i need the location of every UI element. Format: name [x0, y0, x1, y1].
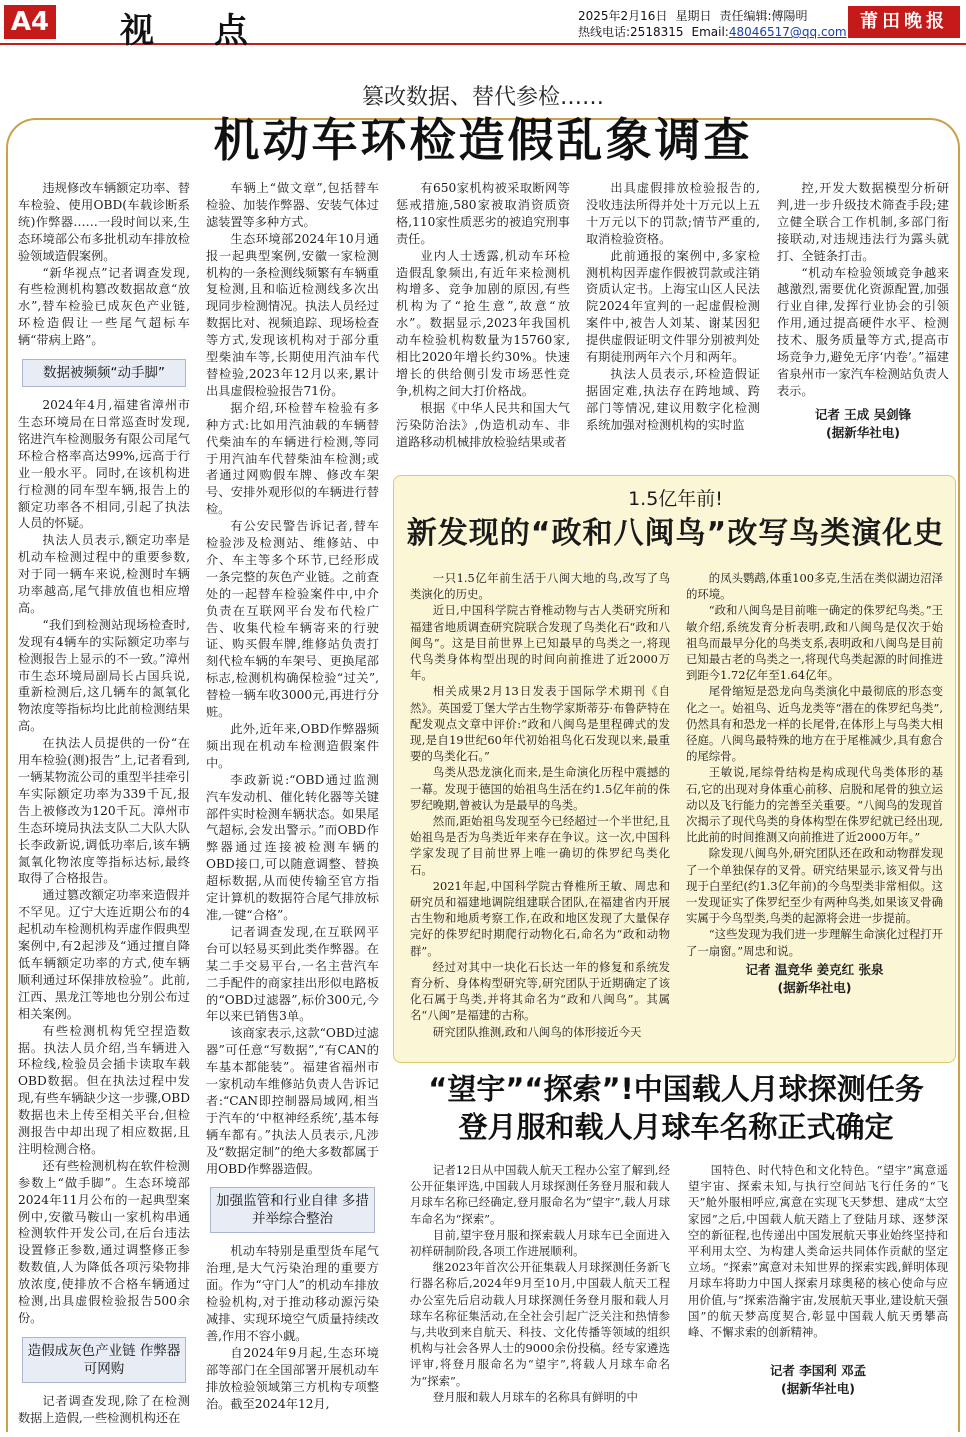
paragraph: 自2024年9月起,生态环境部等部门在全国部署开展机动车排放检验领域第三方机构专项整治。截至2024年12月, — [206, 1345, 379, 1411]
article1-column-2 — [206, 180, 379, 1413]
paragraph: 除发现八闽鸟外,研究团队还在政和动物群发现了一个单独保存的叉骨。研究结果显示,该叉骨与出现于白垩纪(约1.3亿年前)的今鸟型类非常相似。这一发现证实了侏罗纪至少有两种鸟类,如果该叉骨确实属于今鸟型类,鸟类的起源将会进一步提前。 — [686, 846, 943, 926]
paragraph: 机动车特别是重型货车尾气治理,是大气污染治理的重要方面。作为“守门人”的机动车排放检验机构,对于推动移动源污染减排、实现环境空气质量持续改善,作用不容小觑。 — [206, 1244, 379, 1343]
article3-title-line1: “望宇”“探索”!中国载人月球探测任务 — [428, 1072, 924, 1106]
article3-source: (据新华社电) — [781, 1381, 855, 1397]
email-label: Email: — [691, 25, 729, 39]
article2-column-2 — [686, 570, 943, 997]
article3-column-1 — [410, 1162, 670, 1405]
paragraph: 此前通报的案例中,多家检测机构因弄虚作假被罚款或注销资质认定书。上海宝山区人民法院2024年宣判的一起虚假检测案件中,被告人刘某、谢某因犯提供虚假证明文件罪分别被判处有期徒刑两年六个月和两年。 — [586, 248, 760, 365]
article3-title-line2: 登月服和载人月球车名称正式确定 — [458, 1110, 894, 1144]
subhead-regulation: 加强监管和行业自律 多措并举综合整治 — [210, 1187, 375, 1233]
paragraph: 有公安民警告诉记者,替车检验涉及检测站、维修站、中介、车主等多个环节,已经形成一条完整的灰色产业链。之前查处的一起替车检验案件中,中介负责在互联网平台发布代检广告、收集代检车辆寄来的行驶证、购买假车牌,维修站负责打刻代检车辆的车架号、更换尾部标志,检测机构确保检验“过关”,替检一辆车收3000元,再进行分赃。 — [206, 519, 379, 720]
bird-article-box — [393, 475, 956, 1063]
paragraph: 有650家机构被采取断网等惩戒措施,580家被取消资质资格,110家性质恶劣的被追究刑事责任。 — [396, 181, 570, 246]
paragraph-group — [688, 1162, 948, 1340]
subhead-data-tampering: 数据被频频“动手脚” — [22, 359, 186, 387]
paragraph: 执法人员表示,额定功率是机动车检测过程中的重要参数,对于同一辆车来说,检测时车辆功率越高,尾气排放值也相应增高。 — [18, 533, 190, 615]
paragraph: 记者12日从中国载人航天工程办公室了解到,经公开征集评选,中国载人月球探测任务登月服和载人月球车名称已经确定,登月服命名为“望宇”,载人月球车命名为“探索”。 — [410, 1163, 670, 1226]
paragraph: 近日,中国科学院古脊椎动物与古人类研究所和福建省地质调查研究院联合发现了鸟类化石“政和八闽鸟”。这是目前世界上已知最早的鸟类之一,将现代鸟类身体构型出现的时间向前推进了近2000万年。 — [410, 603, 670, 683]
article1-kicker: 篡改数据、替代参检…… — [361, 85, 604, 110]
hotline: 热线电话:2518315 — [578, 25, 684, 39]
header-info — [578, 8, 847, 40]
article2-kicker: 1.5亿年前! — [628, 488, 723, 510]
article1-column-4 — [586, 180, 760, 434]
section-title: 视 点 — [120, 11, 272, 51]
paragraph: 出具虚假排放检验报告的,没收违法所得并处十万元以上五十万元以下的罚款;情节严重的,取消检验资格。 — [586, 181, 760, 246]
paragraph: 在执法人员提供的一份“在用车检验(测)报告”上,记者看到,一辆某物流公司的重型半挂牵引车实际额定功率为339千瓦,报告上被修改为120千瓦。漳州市生态环境局执法支队二大队大队长李政新说,调低功率后,该车辆氮氧化物浓度等指标达标,最终取得了合格报告。 — [18, 736, 190, 886]
paragraph: 2021年起,中国科学院古脊椎所王敏、周忠和研究员和福建地调院组建联合团队,在福建省内开展古生物和地质考察工作,在政和地区发现了大量保存完好的侏罗纪时期爬行动物化石,命名为“政和动物群”。 — [410, 878, 670, 958]
page-number: A4 — [4, 5, 56, 39]
paragraph-group — [586, 180, 760, 434]
paragraph-group — [18, 180, 190, 349]
paragraph: “机动车检验领域竞争越来越激烈,需要优化资源配置,加强行业自律,发挥行业协会的引领作用,通过提高硬件水平、检测技术、服务质量等方式,提高市场竞争力,避免无序‘内卷’。”福建省泉州市一家汽车检测站负责人表示。 — [777, 265, 949, 398]
paragraph: 违规修改车辆额定功率、替车检验、使用OBD(车载诊断系统)作弊器……一段时间以来,生态环境部公布多批机动车排放检验领域造假案例。 — [18, 181, 190, 263]
article2-byline: 记者 温竞华 姜克红 张泉 — [745, 961, 884, 977]
paragraph: 根据《中华人民共和国大气污染防治法》,伪造机动车、非道路移动机械排放检验结果或者 — [396, 400, 570, 449]
paragraph: “这些发现为我们进一步理解生命演化过程打开了一扇窗。”周忠和说。 — [686, 927, 943, 958]
article3-byline: 记者 李国利 邓孟 — [769, 1363, 867, 1379]
article2-source: (据新华社电) — [777, 979, 852, 995]
page-header — [0, 0, 966, 51]
article1-source: (据新华社电) — [826, 424, 900, 440]
paragraph: 车辆上“做文章”,包括替车检验、加装作弊器、安装气体过滤装置等多种方式。 — [206, 181, 379, 229]
paragraph: 通过篡改额定功率来造假并不罕见。辽宁大连近期公布的4起机动车检测机构弄虚作假典型案例中,有2起涉及“通过擅自降低车辆额定功率的方式,使车辆顺利通过环保排放检验”。此前,江西、黑龙江等地也分别公布过相关案例。 — [18, 888, 190, 1021]
article1-column-1 — [18, 180, 190, 1427]
paragraph: 尾骨缩短是恐龙向鸟类演化中最彻底的形态变化之一。始祖鸟、近鸟龙类等“潜在的侏罗纪鸟类”,仍然具有和恐龙一样的长尾骨,在体形上与鸟类大相径庭。八闽鸟最特殊的地方在于尾椎减少,具有愈合的尾综骨。 — [686, 684, 943, 764]
paragraph-group — [18, 1393, 190, 1427]
paragraph: “我们到检测站现场检查时,发现有4辆车的实际额定功率与检测报告上显示的不一致。”漳州市生态环境局副局长占国兵说,重新检测后,这几辆车的氮氧化物浓度等指标均比此前检测结果高。 — [18, 617, 190, 734]
article2-column-1 — [410, 570, 670, 1040]
paragraph: 还有些检测机构在软件检测参数上“做手脚”。生态环境部2024年11月公布的一起典型案例中,安徽马鞍山一家机构串通检测软件开发公司,在后台违法设置修正参数,通过调整修正参数数值,人为降低各项污染物排放浓度,使排放不合格车辆通过检测,出具虚假检验报告500余份。 — [18, 1158, 190, 1325]
paragraph-group — [686, 570, 943, 959]
paragraph-group — [206, 1243, 379, 1412]
paragraph: 经过对其中一块化石长达一年的修复和系统发育分析、身体构型研究等,研究团队于近期确定了该化石属于鸟类,并将其命名为“政和八闽鸟”。其属名“八闽”是福建的古称。 — [410, 959, 670, 1023]
article2-title: 新发现的“政和八闽鸟”改写鸟类演化史 — [406, 516, 945, 551]
paragraph: 记者调查发现,在互联网平台可以轻易买到此类作弊器。在某二手交易平台,一名主营汽车二手配件的商家挂出形似电路板的“OBD过滤器”,标价300元,今年以来已销售3单。 — [206, 924, 379, 1024]
paragraph: 研究团队推测,政和八闽鸟的体形接近今天 — [432, 1024, 642, 1039]
paragraph: 继2023年首次公开征集载人月球探测任务新飞行器名称后,2024年9月至10月,中国载人航天工程办公室先后启动载人月球探测任务登月服和载人月球车名称征集活动,在全社会引起广泛关注和热情参与,共收到来自航天、科技、文化传播等领域的组织机构与社会各界人士的9000余份投稿。经专家遴选评审,将登月服命名为“望宇”,将载人月球车命名为“探索”。 — [410, 1260, 670, 1388]
issue-date: 2025年2月16日 — [578, 9, 668, 23]
paragraph-group — [396, 180, 570, 451]
article3-title — [396, 1070, 956, 1146]
paragraph: 执法人员表示,环检造假证据固定难,执法存在跨地域、跨部门等情况,建议用数字化检测系统加强对检测机构的实时监 — [586, 366, 760, 432]
paragraph: 2024年4月,福建省漳州市生态环境局在日常巡查时发现,铭进汽车检测服务有限公司尾气环检合格率高达99%,远高于行业一般水平。同时,在该机构进行检测的同车型车辆,报告上的额定功率各不相同,引起了执法人员的怀疑。 — [18, 398, 190, 531]
paragraph: 一只1.5亿年前生活于八闽大地的鸟,改写了鸟类演化的历史。 — [410, 571, 670, 602]
article1-byline: 记者 王成 吴剑锋 — [814, 406, 912, 422]
paragraph: 国特色、时代特色和文化特色。“望宇”寓意遥望宇宙、探索未知,与执行空间站飞行任务的“飞天”舱外服相呼应,寓意在实现飞天梦想、建成“太空家园”之后,中国载人航天踏上了登陆月球、逐梦深空的新征程,也传递出中国发展航天事业始终坚持和平利用太空、为构建人类命运共同体作贡献的坚定立场。“探索”寓意对未知世界的探索实践,鲜明体现月球车将助力中国人探索月球奥秘的核心使命与应用价值,与“探索浩瀚宇宙,发展航天事业,建设航天强国”的航天梦高度契合,彰显中国载人航天勇攀高峰、不懈求索的创新精神。 — [688, 1163, 948, 1340]
paragraph: 李政新说:“OBD通过监测汽车发动机、催化转化器等关键部件实时检测车辆状态。如果尾气超标,会发出警示。”而OBD作弊器通过连接被检测车辆的OBD接口,可以随意调整、替换超标数据,从而使传输至官方指定计算机的数据符合尾气排放标准,一键“合格”。 — [206, 772, 379, 922]
paragraph: “新华视点”记者调查发现,有些检测机构篡改数据故意“放水”,替车检验已成灰色产业链,环检造假让一些尾气超标车辆“带病上路”。 — [18, 265, 190, 348]
paragraph: 王敏说,尾综骨结构是构成现代鸟类体形的基石,它的出现对身体重心前移、启脱和尾骨的独立运动以及飞行能力的完善至关重要。“八闽鸟的发现首次揭示了现代鸟类的身体构型在侏罗纪就已经出现,比此前的时间推测又向前推进了近2000万年。” — [686, 765, 943, 845]
newspaper-logo: 莆田晚报 — [848, 6, 960, 38]
subhead-gray-chain: 造假成灰色产业链 作弊器可网购 — [22, 1337, 186, 1383]
paragraph: “政和八闽鸟是目前唯一确定的侏罗纪鸟类。”王敏介绍,系统发育分析表明,政和八闽鸟是仅次于始祖鸟而最早分化的鸟类支系,表明政和八闽鸟是目前已知最古老的鸟类之一,将现代鸟类起源的时间推进到距今1.72亿年至1.64亿年。 — [686, 603, 943, 683]
article3-column-2 — [688, 1162, 948, 1398]
article1-column-5 — [777, 180, 949, 442]
paragraph: 生态环境部2024年10月通报一起典型案例,安徽一家检测机构的一条检测线频繁有车辆重复检测,且和临近检测线多次出现同步检测情况。执法人员经过数据比对、视频追踪、现场检查等方式,发现该机构对于部分重型柴油车等,长期使用汽油车代替检验,2023年12月以来,累计出具虚假检验报告71份。 — [206, 231, 379, 398]
paragraph-group — [206, 180, 379, 1177]
paragraph: 控,开发大数据模型分析研判,进一步升级技术筛查手段;建立健全联合工作机制,多部门衔接联动,对违规违法行为露头就打、全链条打击。 — [777, 181, 949, 263]
paragraph-group — [410, 1162, 670, 1405]
paragraph: 登月服和载人月球车的名称具有鲜明的中 — [432, 1389, 638, 1404]
paragraph: 此外,近年来,OBD作弊器频频出现在机动车检测造假案件中。 — [206, 722, 379, 770]
paragraph: 的凤头鹦鹉,体重100多克,生活在类似湖边沼泽的环境。 — [686, 571, 943, 602]
paragraph: 业内人士透露,机动车环检造假乱象频出,有近年来检测机构增多、竞争加剧的原因,有些机构为了“抢生意”,故意“放水”。数据显示,2023年我国机动车检验机构数量为15760家,相比2020年增长约30%。快速增长的供给侧引发市场恶性竞争,机构之间大打价格战。 — [396, 248, 570, 398]
weekday: 星期日 — [675, 9, 712, 23]
paragraph: 相关成果2月13日发表于国际学术期刊《自然》。英国爱丁堡大学古生物学家斯蒂芬·布鲁萨特在配发观点文章中评价:“政和八闽鸟是里程碑式的发现,是自19世纪60年代初始祖鸟化石发现以来,最重要的鸟类化石。” — [410, 684, 670, 764]
paragraph: 该商家表示,这款“OBD过滤器”可任意“写数据”,“有CAN的车基本都能装”。福建省福州市一家机动车维修站负责人告诉记者:“CAN即控制器局域网,相当于汽车的‘中枢神经系统’,基本每辆车都有。”执法人员表示,凡涉及“数据定制”的绝大多数都属于用OBD作弊器造假。 — [206, 1026, 379, 1176]
paragraph: 然而,距始祖鸟发现至今已经超过一个半世纪,且始祖鸟是否为鸟类近年来存在争议。这一次,中国科学家发现了目前世界上唯一确切的侏罗纪鸟类化石。 — [410, 814, 670, 877]
paragraph: 鸟类从恐龙演化而来,是生命演化历程中震撼的一幕。发现于德国的始祖鸟生活在约1.5亿年前的侏罗纪晚期,曾被认为是最早的鸟类。 — [410, 765, 670, 812]
editor: 责任编辑:傅陽明 — [719, 9, 808, 23]
paragraph: 据介绍,环检替车检验有多种方式:比如用汽油载的车辆替代柴油车的车辆进行检测,等同于用汽油车代替柴油车检测;或者通过网购假车牌、修改车架号、安排外观形似的车辆进行替检。 — [206, 400, 379, 517]
paragraph-group — [18, 397, 190, 1327]
paragraph-group — [410, 570, 670, 1040]
paragraph: 有些检测机构凭空捏造数据。执法人员介绍,当车辆进入环检线,检验员会插卡读取车载OBD数据。但在执法过程中发现,有些车辆缺少这一步骤,OBD数据也未上传至相关平台,但检测报告中却出现了相应数据,且注明检测合格。 — [18, 1023, 190, 1156]
paragraph: 记者调查发现,除了在检测数据上造假,一些检测机构还在 — [18, 1393, 190, 1425]
paragraph-group — [777, 180, 949, 400]
paragraph: 目前,望宇登月服和探索载人月球车已全面进入初样研制阶段,各项工作进展顺利。 — [410, 1227, 670, 1259]
article1-title: 机动车环检造假乱象调查 — [213, 113, 753, 167]
email-link[interactable]: 48046517@qq.com — [728, 25, 847, 39]
article1-column-3 — [396, 180, 570, 451]
